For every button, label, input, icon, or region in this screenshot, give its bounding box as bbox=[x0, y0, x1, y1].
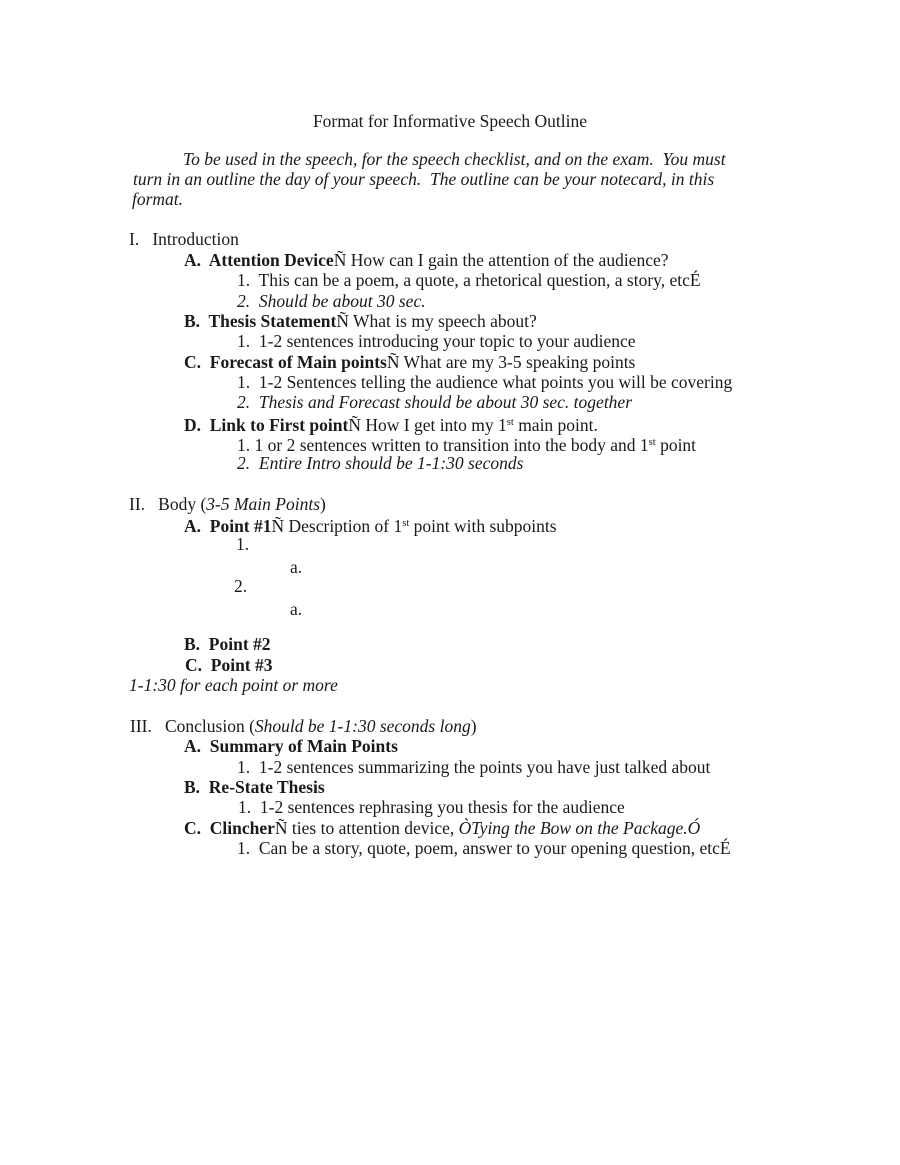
item-1-d-2 bbox=[237, 453, 523, 473]
item-1-c bbox=[184, 352, 635, 372]
item-3-b bbox=[184, 777, 325, 797]
item-1-d-title: D. Link to First point bbox=[184, 415, 349, 435]
item-1-d-2-text: 2. Entire Intro should be 1-1:30 seconds bbox=[237, 453, 524, 473]
superscript-st: st bbox=[402, 518, 410, 529]
item-2-a-2-a-label: a. bbox=[290, 599, 303, 619]
section-3-heading-italic: Should be 1-1:30 seconds long bbox=[254, 716, 471, 736]
section-2-timing-note bbox=[129, 675, 338, 695]
item-1-a bbox=[184, 250, 669, 270]
section-2-heading-italic: 3-5 Main Points bbox=[206, 494, 321, 514]
item-2-a-1 bbox=[236, 534, 249, 554]
section-1-heading bbox=[129, 229, 239, 249]
item-1-d-text-2: main point. bbox=[513, 415, 598, 435]
section-3-heading bbox=[130, 716, 477, 736]
item-2-a-2 bbox=[234, 576, 247, 596]
item-3-c-title: C. Clincher bbox=[184, 818, 275, 838]
item-1-c-title: C. Forecast of Main points bbox=[184, 352, 387, 372]
item-3-c-text: Ñ ties to attention device, bbox=[274, 818, 459, 838]
item-2-c bbox=[185, 655, 273, 675]
item-2-a-1-a bbox=[290, 557, 302, 577]
item-1-c-2-text: 2. Thesis and Forecast should be about 30 sec. together bbox=[237, 392, 633, 412]
item-1-a-2 bbox=[237, 291, 426, 311]
item-3-c-quote: ÒTying the Bow on the Package.Ó bbox=[458, 818, 701, 838]
section-3-heading-pre: III. Conclusion ( bbox=[130, 716, 255, 736]
intro-text-2: turn in an outline the day of your speech. The outline can be your notecard, in this bbox=[133, 169, 715, 189]
intro-line-3 bbox=[132, 189, 183, 209]
item-1-d-text: Ñ How I get into my 1 bbox=[348, 415, 507, 435]
item-2-a-2-a bbox=[290, 599, 302, 619]
item-2-a-1-label: 1. bbox=[236, 534, 250, 554]
title-text: Format for Informative Speech Outline bbox=[312, 111, 588, 131]
section-2-heading bbox=[129, 494, 326, 514]
intro-text-3: format. bbox=[132, 189, 184, 209]
item-3-a-1-text: 1. 1-2 sentences summarizing the points you have just talked about bbox=[237, 757, 711, 777]
item-2-b bbox=[184, 634, 271, 654]
item-3-b-1 bbox=[238, 797, 625, 817]
item-3-a bbox=[184, 736, 398, 756]
item-2-a-2-label: 2. bbox=[234, 576, 248, 596]
item-1-d-1-text-2: point bbox=[655, 435, 697, 455]
intro-line-2 bbox=[133, 169, 714, 189]
item-1-a-text: Ñ How can I gain the attention of the audience? bbox=[333, 250, 669, 270]
superscript-st: st bbox=[648, 437, 656, 448]
item-2-a-text: Ñ Description of 1 bbox=[271, 516, 403, 536]
item-2-b-title: B. Point #2 bbox=[184, 634, 271, 654]
item-2-c-title: C. Point #3 bbox=[185, 655, 273, 675]
item-2-a-1-a-label: a. bbox=[290, 557, 303, 577]
item-1-b-text: Ñ What is my speech about? bbox=[336, 311, 537, 331]
section-3-heading-post: ) bbox=[470, 716, 477, 736]
item-1-a-1 bbox=[237, 270, 701, 290]
section-2-heading-post: ) bbox=[320, 494, 326, 514]
item-2-a-text-2: point with subpoints bbox=[409, 516, 557, 536]
superscript-st: st bbox=[506, 417, 514, 428]
item-1-b-title: B. Thesis Statement bbox=[184, 311, 337, 331]
intro-text-1: To be used in the speech, for the speech checklist, and on the exam. You must bbox=[183, 149, 726, 169]
item-1-c-1-text: 1. 1-2 Sentences telling the audience what points you will be covering bbox=[237, 372, 733, 392]
item-1-a-1-text: 1. This can be a poem, a quote, a rhetorical question, a story, etcÉ bbox=[237, 270, 701, 290]
item-1-c-1 bbox=[237, 372, 732, 392]
item-1-b bbox=[184, 311, 537, 331]
item-1-a-2-text: 2. Should be about 30 sec. bbox=[237, 291, 426, 311]
item-1-a-title: A. Attention Device bbox=[184, 250, 334, 270]
item-1-c-text: Ñ What are my 3-5 speaking points bbox=[386, 352, 636, 372]
item-2-a-title: A. Point #1 bbox=[184, 516, 272, 536]
item-3-c-1-text: 1. Can be a story, quote, poem, answer to your opening question, etcÉ bbox=[237, 838, 731, 858]
section-2-heading-pre: II. Body ( bbox=[129, 494, 207, 514]
item-3-b-1-text: 1. 1-2 sentences rephrasing you thesis for the audience bbox=[238, 797, 625, 817]
item-1-b-1 bbox=[237, 331, 636, 351]
item-1-d-1-text: 1. 1 or 2 sentences written to transition into the body and 1 bbox=[237, 435, 649, 455]
section-1-heading-text: I. Introduction bbox=[129, 229, 239, 249]
item-3-a-1 bbox=[237, 757, 710, 777]
section-2-timing-note-text: 1-1:30 for each point or more bbox=[129, 675, 338, 695]
item-3-c bbox=[184, 818, 700, 838]
item-1-c-2 bbox=[237, 392, 632, 412]
item-3-a-title: A. Summary of Main Points bbox=[184, 736, 398, 756]
item-3-c-1 bbox=[237, 838, 731, 858]
item-3-b-title: B. Re-State Thesis bbox=[184, 777, 325, 797]
item-1-b-1-text: 1. 1-2 sentences introducing your topic to your audience bbox=[237, 331, 636, 351]
document-title bbox=[0, 111, 900, 131]
intro-line-1 bbox=[183, 149, 726, 169]
